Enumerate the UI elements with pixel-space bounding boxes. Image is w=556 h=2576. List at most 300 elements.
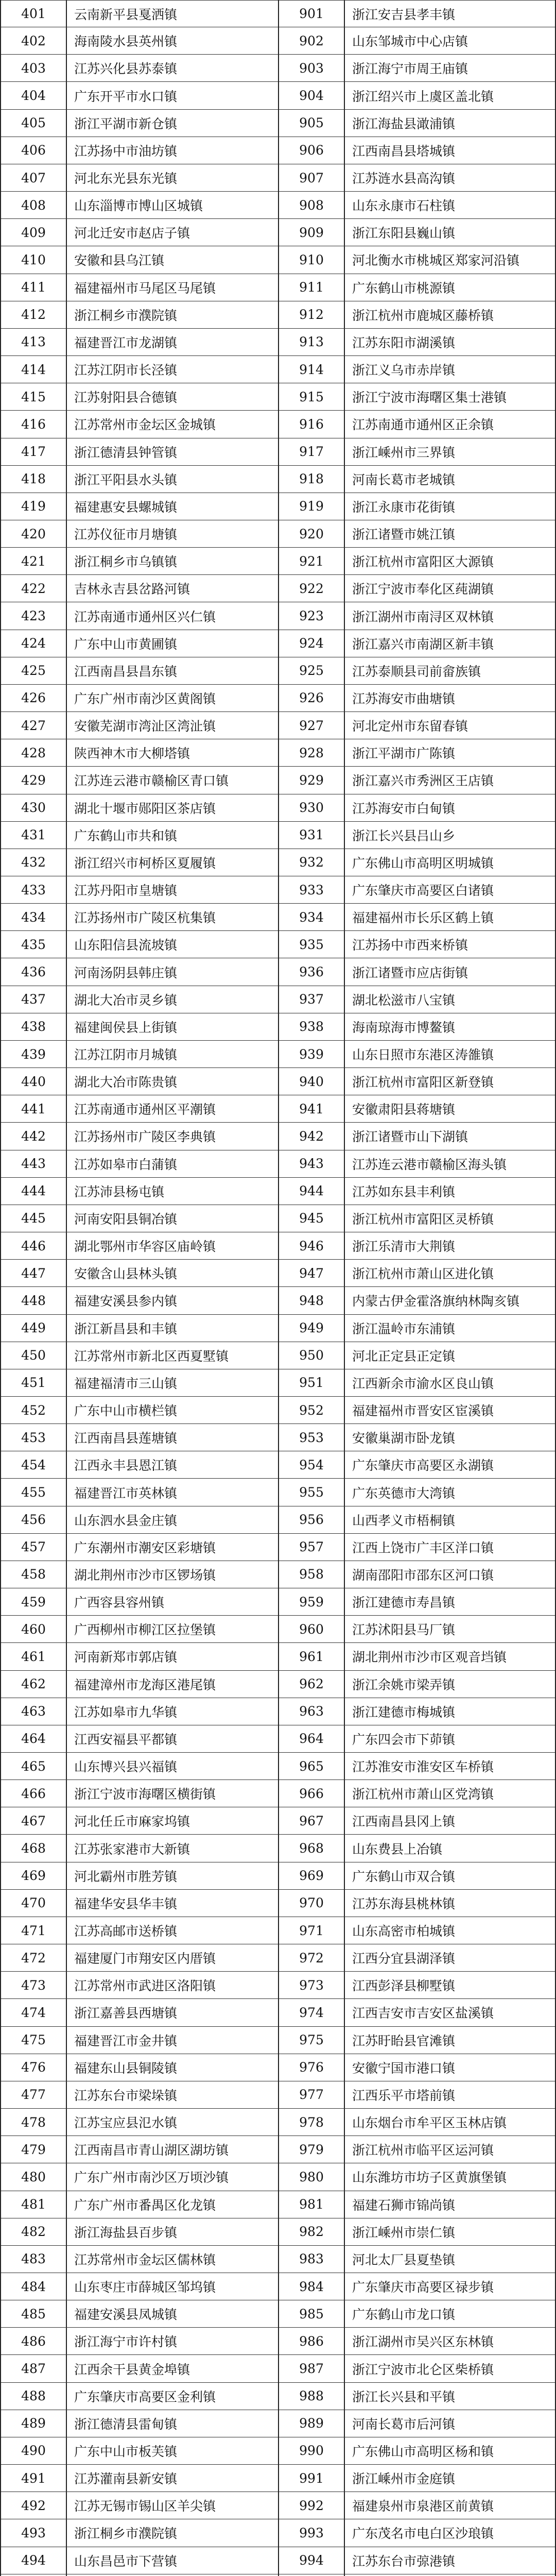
rank-number: 488 <box>1 2383 67 2410</box>
table-row <box>279 1698 555 1725</box>
town-name: 浙江绍兴市柯桥区夏履镇 <box>74 855 216 871</box>
town-name: 福建福州市马尾区马尾镇 <box>74 280 216 296</box>
table-row <box>1 822 278 849</box>
town-name: 福建福州市长乐区鹤上镇 <box>352 910 494 926</box>
town-name: 浙江杭州市临平区运河镇 <box>352 2143 494 2158</box>
town-name: 浙江安吉县孝丰镇 <box>352 7 456 22</box>
table-row <box>1 27 278 55</box>
town-name: 浙江诸暨市姚江镇 <box>352 527 456 543</box>
table-row <box>1 1232 278 1260</box>
rank-number: 413 <box>1 329 67 355</box>
rank-number: 407 <box>1 164 67 191</box>
table-row <box>279 767 555 794</box>
town-name: 福建福州市晋安区宦溪镇 <box>352 1403 494 1419</box>
town-name: 江苏丹阳市皇塘镇 <box>74 883 178 899</box>
town-name: 江苏连云港市赣榆区青口镇 <box>74 773 229 789</box>
rank-number: 414 <box>1 356 67 383</box>
town-name: 浙江海盐县澉浦镇 <box>352 116 456 131</box>
town-name: 福建华安县华丰镇 <box>74 1896 178 1911</box>
rank-number: 484 <box>1 2273 67 2300</box>
rank-number: 401 <box>1 1 67 27</box>
town-name: 安徽和县乌江镇 <box>74 253 165 268</box>
rank-number: 965 <box>279 1753 345 1780</box>
rank-number: 473 <box>1 1972 67 1998</box>
table-row <box>279 2163 555 2191</box>
table-row <box>279 739 555 767</box>
town-name: 浙江嘉兴市秀洲区王店镇 <box>352 773 494 789</box>
rank-number: 966 <box>279 1780 345 1807</box>
rank-number: 459 <box>1 1588 67 1615</box>
rank-number: 411 <box>1 274 67 301</box>
table-row <box>279 383 555 411</box>
table-row <box>279 685 555 712</box>
rank-number: 403 <box>1 55 67 81</box>
rank-number: 964 <box>279 1725 345 1752</box>
rank-number: 475 <box>1 2027 67 2054</box>
town-name: 山东淄博市博山区城镇 <box>74 198 203 214</box>
table-row <box>1 2300 278 2328</box>
table-row <box>1 1890 278 1917</box>
table-row <box>279 630 555 657</box>
table-row <box>279 1780 555 1807</box>
town-name: 浙江宁波市海曙区横街镇 <box>74 1787 216 1802</box>
town-name: 福建厦门市翔安区内厝镇 <box>74 1951 216 1967</box>
rank-number: 481 <box>1 2191 67 2218</box>
table-row <box>1 137 278 164</box>
town-name: 河南新郑市郭店镇 <box>74 1650 178 1665</box>
town-name: 江西南昌县塔城镇 <box>352 143 456 159</box>
table-row <box>279 1725 555 1753</box>
rank-number: 465 <box>1 1753 67 1780</box>
rank-number: 915 <box>279 383 345 410</box>
rank-number: 990 <box>279 2437 345 2464</box>
rank-number: 405 <box>1 110 67 137</box>
table-row <box>1 110 278 137</box>
rank-number: 992 <box>279 2492 345 2519</box>
rank-number: 421 <box>1 548 67 574</box>
table-row <box>1 329 278 356</box>
rank-number: 956 <box>279 1506 345 1533</box>
table-row <box>279 2191 555 2218</box>
rank-number: 912 <box>279 301 345 328</box>
table-row <box>1 1534 278 1561</box>
rank-number: 494 <box>1 2547 67 2574</box>
rank-number: 967 <box>279 1807 345 1834</box>
rank-number: 485 <box>1 2300 67 2327</box>
town-name: 广东广州市南沙区万顷沙镇 <box>74 2170 229 2185</box>
rank-number: 942 <box>279 1123 345 1149</box>
table-row <box>1 1862 278 1890</box>
town-name: 安徽含山县林头镇 <box>74 1266 178 1282</box>
rank-number: 977 <box>279 2081 345 2108</box>
rank-number: 474 <box>1 1999 67 2026</box>
table-row <box>1 958 278 986</box>
town-name: 江苏如皋市九华镇 <box>74 1704 178 1720</box>
town-name: 浙江杭州市萧山区党湾镇 <box>352 1787 494 1802</box>
table-row <box>279 1890 555 1917</box>
table-row <box>1 2054 278 2081</box>
table-row <box>1 602 278 630</box>
town-name: 海南琼海市博鳌镇 <box>352 1020 456 1035</box>
rank-number: 941 <box>279 1095 345 1122</box>
rank-number: 904 <box>279 82 345 109</box>
rank-number: 432 <box>1 849 67 876</box>
rank-number: 442 <box>1 1123 67 1149</box>
town-name: 山东泗水县金庄镇 <box>74 1513 178 1528</box>
rank-number: 443 <box>1 1150 67 1177</box>
rank-number: 419 <box>1 493 67 520</box>
table-row <box>279 2273 555 2300</box>
town-name: 浙江长兴县和平镇 <box>352 2389 456 2404</box>
rank-number: 448 <box>1 1287 67 1314</box>
table-row <box>279 2492 555 2519</box>
town-name: 江西分宜县湖泽镇 <box>352 1951 456 1967</box>
town-name: 浙江杭州市富阳区灵桥镇 <box>352 1211 494 1227</box>
table-row <box>1 739 278 767</box>
table-row <box>1 1342 278 1369</box>
rank-number: 480 <box>1 2163 67 2190</box>
town-name: 湖北荆州市沙市区观音垱镇 <box>352 1650 507 1665</box>
rank-number: 920 <box>279 520 345 547</box>
table-row <box>279 2383 555 2410</box>
town-name: 山东费县上冶镇 <box>352 1841 443 1857</box>
table-row <box>279 438 555 466</box>
table-row <box>279 1835 555 1862</box>
rank-number: 445 <box>1 1205 67 1232</box>
table-row <box>1 575 278 602</box>
rank-number: 917 <box>279 438 345 465</box>
town-name: 河南安阳县铜冶镇 <box>74 1211 178 1227</box>
table-row <box>1 0 278 27</box>
table-row <box>1 2246 278 2273</box>
town-name: 安徽宁国市港口镇 <box>352 2060 456 2076</box>
rank-number: 902 <box>279 27 345 54</box>
town-name: 陕西神木市大柳塔镇 <box>74 746 190 761</box>
rank-number: 455 <box>1 1479 67 1505</box>
rank-number: 933 <box>279 876 345 903</box>
rank-number: 988 <box>279 2383 345 2410</box>
town-name: 湖北大冶市陈贵镇 <box>74 1075 178 1090</box>
table-row <box>279 2410 555 2437</box>
rank-number: 927 <box>279 712 345 739</box>
rank-number: 463 <box>1 1698 67 1725</box>
town-name: 山东烟台市牟平区玉林店镇 <box>352 2115 507 2131</box>
rank-number: 469 <box>1 1862 67 1889</box>
town-name: 浙江嵊州市三界镇 <box>352 445 456 460</box>
table-row <box>279 1862 555 1890</box>
rank-number: 477 <box>1 2081 67 2108</box>
table-column-right <box>278 0 556 2576</box>
town-name: 浙江杭州市富阳区新登镇 <box>352 1075 494 1090</box>
town-name: 河南长葛市后河镇 <box>352 2416 456 2432</box>
town-name: 浙江嘉兴市南湖区新丰镇 <box>352 636 494 652</box>
table-row <box>1 2273 278 2300</box>
rank-number: 923 <box>279 602 345 629</box>
rank-number: 960 <box>279 1616 345 1642</box>
table-row <box>1 1260 278 1287</box>
town-name: 山东邹城市中心店镇 <box>352 34 468 49</box>
town-name: 江苏泰顺县司前畲族镇 <box>352 664 481 679</box>
rank-number: 415 <box>1 383 67 410</box>
rank-number: 431 <box>1 822 67 849</box>
table-row <box>279 1671 555 1698</box>
table-row <box>1 1150 278 1178</box>
rank-number: 493 <box>1 2519 67 2546</box>
table-row <box>279 2465 555 2492</box>
table-row <box>279 548 555 575</box>
rank-number: 910 <box>279 246 345 273</box>
table-row <box>1 274 278 301</box>
table-row <box>279 822 555 849</box>
table-row <box>279 1315 555 1342</box>
rank-number: 437 <box>1 986 67 1013</box>
rank-number: 409 <box>1 219 67 246</box>
rank-number: 979 <box>279 2136 345 2163</box>
town-name: 福建惠安县螺城镇 <box>74 499 178 515</box>
table-row <box>1 2191 278 2218</box>
table-row <box>279 1451 555 1479</box>
rank-number: 921 <box>279 548 345 574</box>
table-row <box>279 192 555 219</box>
town-name: 江苏张家港市大新镇 <box>74 1841 190 1857</box>
town-name: 江苏海安市白甸镇 <box>352 801 456 816</box>
rank-number: 402 <box>1 27 67 54</box>
table-row <box>1 438 278 466</box>
rank-number: 929 <box>279 767 345 793</box>
town-name: 吉林永吉县岔路河镇 <box>74 582 190 597</box>
town-name: 福建东山县铜陵镇 <box>74 2060 178 2076</box>
town-name: 江苏海安市曲塘镇 <box>352 691 456 706</box>
table-row <box>1 1561 278 1588</box>
table-row <box>1 2328 278 2355</box>
rank-number: 916 <box>279 411 345 437</box>
town-name: 河北定州市东留春镇 <box>352 719 468 734</box>
rank-number: 435 <box>1 931 67 958</box>
town-name: 江苏东台市弶港镇 <box>352 2553 456 2569</box>
table-row <box>1 1944 278 1972</box>
rank-number: 949 <box>279 1315 345 1342</box>
town-name: 江西吉安市吉安区盐溪镇 <box>352 2006 494 2021</box>
rank-number: 926 <box>279 685 345 711</box>
rank-number: 428 <box>1 739 67 766</box>
rank-number: 444 <box>1 1178 67 1205</box>
rank-number: 975 <box>279 2027 345 2054</box>
rank-number: 433 <box>1 876 67 903</box>
rank-number: 928 <box>279 739 345 766</box>
rank-number: 963 <box>279 1698 345 1725</box>
table-row <box>279 1260 555 1287</box>
table-row <box>1 1753 278 1780</box>
rank-number: 438 <box>1 1013 67 1040</box>
table-row <box>279 958 555 986</box>
table-row <box>279 2136 555 2163</box>
rank-number: 457 <box>1 1534 67 1561</box>
table-row <box>279 2437 555 2465</box>
table-row <box>1 1807 278 1835</box>
table-row <box>279 1616 555 1643</box>
table-row <box>1 493 278 520</box>
rank-number: 458 <box>1 1561 67 1588</box>
table-row <box>1 1780 278 1807</box>
town-name: 江苏涟水县高沟镇 <box>352 171 456 187</box>
rank-number: 424 <box>1 630 67 657</box>
town-name: 浙江永康市花街镇 <box>352 499 456 515</box>
table-row <box>279 1534 555 1561</box>
town-name: 江苏扬中市西来桥镇 <box>352 938 468 953</box>
rank-number: 937 <box>279 986 345 1013</box>
town-name: 江西南昌县冈上镇 <box>352 1814 456 1829</box>
town-name: 福建安溪县参内镇 <box>74 1294 178 1309</box>
town-name: 江西乐平市塔前镇 <box>352 2088 456 2103</box>
table-row <box>1 1013 278 1041</box>
rank-number: 468 <box>1 1835 67 1861</box>
rank-number: 980 <box>279 2163 345 2190</box>
town-name: 浙江桐乡市濮院镇 <box>74 308 178 323</box>
town-name: 广东佛山市高明区杨和镇 <box>352 2444 494 2459</box>
rank-number: 925 <box>279 657 345 684</box>
town-name: 江西余干县黄金埠镇 <box>74 2362 190 2377</box>
town-name: 浙江嵊州市金庭镇 <box>352 2471 456 2487</box>
table-row <box>1 1479 278 1506</box>
town-name: 浙江德清县钟管镇 <box>74 445 178 460</box>
town-name: 安徽芜湖市湾沚区湾沚镇 <box>74 719 216 734</box>
town-name: 江苏如皋市白蒲镇 <box>74 1157 178 1172</box>
rank-number: 447 <box>1 1260 67 1286</box>
table-row <box>1 767 278 794</box>
town-name: 浙江平湖市广陈镇 <box>352 746 456 761</box>
table-row <box>1 2547 278 2574</box>
town-name: 内蒙古伊金霍洛旗纳林陶亥镇 <box>352 1294 520 1309</box>
town-name: 福建泉州市泉港区前黄镇 <box>352 2499 494 2514</box>
town-name: 江苏沛县杨屯镇 <box>74 1184 165 1199</box>
town-name: 浙江余姚市梁弄镇 <box>352 1677 456 1692</box>
rank-number: 946 <box>279 1232 345 1259</box>
table-row <box>1 2109 278 2136</box>
town-name: 江西南昌县莲塘镇 <box>74 1431 178 1446</box>
rank-number: 971 <box>279 1917 345 1944</box>
table-row <box>279 520 555 548</box>
table-row <box>1 1451 278 1479</box>
rank-number: 451 <box>1 1369 67 1396</box>
rank-number: 993 <box>279 2519 345 2546</box>
rank-number: 462 <box>1 1671 67 1698</box>
rank-number: 974 <box>279 1999 345 2026</box>
rank-number: 934 <box>279 904 345 930</box>
table-row <box>279 466 555 493</box>
rank-number: 412 <box>1 301 67 328</box>
table-row <box>1 2437 278 2465</box>
table-row <box>1 1205 278 1232</box>
town-name: 河南汤阴县韩庄镇 <box>74 965 178 980</box>
town-name: 江西新余市渝水区良山镇 <box>352 1376 494 1391</box>
table-row <box>1 2383 278 2410</box>
table-row <box>1 1671 278 1698</box>
town-name: 江苏扬中市油坊镇 <box>74 143 178 159</box>
town-name: 安徽巢湖市卧龙镇 <box>352 1431 456 1446</box>
rank-number: 972 <box>279 1944 345 1971</box>
rank-number: 905 <box>279 110 345 137</box>
table-row <box>279 411 555 438</box>
rank-number: 467 <box>1 1807 67 1834</box>
town-name: 江苏南通市通州区平潮镇 <box>74 1102 216 1117</box>
rank-number: 408 <box>1 192 67 218</box>
table-row <box>1 1178 278 1205</box>
rank-number: 978 <box>279 2109 345 2136</box>
town-name: 海南陵水县英州镇 <box>74 34 178 49</box>
town-name: 湖南邵阳市邵东区河口镇 <box>352 1567 494 1583</box>
town-name: 河北迁安市赵店子镇 <box>74 226 190 241</box>
table-row <box>279 1917 555 1944</box>
town-name: 广东广州市番禺区化龙镇 <box>74 2197 216 2213</box>
town-name: 山东潍坊市坊子区黄旗堡镇 <box>352 2170 507 2185</box>
table-row <box>1 1835 278 1862</box>
table-row <box>279 1041 555 1068</box>
table-row <box>1 2163 278 2191</box>
rank-number: 947 <box>279 1260 345 1286</box>
town-name: 安徽肃阳县蒋塘镇 <box>352 1102 456 1117</box>
rank-number: 986 <box>279 2328 345 2354</box>
town-name: 浙江桐乡市濮院镇 <box>74 2526 178 2541</box>
table-row <box>279 219 555 246</box>
town-name: 江苏沭阳县马厂镇 <box>352 1622 456 1638</box>
rank-number: 991 <box>279 2465 345 2492</box>
rank-number: 472 <box>1 1944 67 1971</box>
table-row <box>1 657 278 685</box>
town-name: 浙江杭州市萧山区进化镇 <box>352 1266 494 1282</box>
town-name: 福建闽侯县上街镇 <box>74 1020 178 1035</box>
town-name: 江苏灌南县新安镇 <box>74 2471 178 2487</box>
rank-number: 909 <box>279 219 345 246</box>
table-row <box>1 904 278 931</box>
rank-number: 436 <box>1 958 67 985</box>
town-name: 山东博兴县兴福镇 <box>74 1759 178 1775</box>
town-name: 广东英德市大湾镇 <box>352 1485 456 1501</box>
rank-number: 969 <box>279 1862 345 1889</box>
rank-number: 456 <box>1 1506 67 1533</box>
rank-number: 981 <box>279 2191 345 2218</box>
table-row <box>1 1506 278 1534</box>
rank-number: 490 <box>1 2437 67 2464</box>
town-name: 浙江建德市梅城镇 <box>352 1704 456 1720</box>
table-row <box>279 329 555 356</box>
rank-number: 466 <box>1 1780 67 1807</box>
rank-number: 951 <box>279 1369 345 1396</box>
table-row <box>1 411 278 438</box>
rank-number: 426 <box>1 685 67 711</box>
rank-number: 932 <box>279 849 345 876</box>
table-row <box>1 301 278 329</box>
town-name: 河南长葛市老城镇 <box>352 472 456 487</box>
table-row <box>279 575 555 602</box>
table-row <box>279 1753 555 1780</box>
table-row <box>1 246 278 274</box>
table-row <box>279 2027 555 2054</box>
rank-number: 404 <box>1 82 67 109</box>
town-name: 江西南昌市青山湖区湖坊镇 <box>74 2143 229 2158</box>
rank-number: 483 <box>1 2246 67 2273</box>
town-name: 广东鹤山市桃源镇 <box>352 280 456 296</box>
town-name: 浙江平湖市新仓镇 <box>74 116 178 131</box>
town-name: 江苏常州市武进区洛阳镇 <box>74 1978 216 1994</box>
rank-number: 957 <box>279 1534 345 1561</box>
rank-number: 907 <box>279 164 345 191</box>
rank-number: 945 <box>279 1205 345 1232</box>
table-row <box>1 630 278 657</box>
rank-number: 919 <box>279 493 345 520</box>
town-name: 广东鹤山市龙口镇 <box>352 2307 456 2323</box>
rank-number: 914 <box>279 356 345 383</box>
table-row <box>1 2492 278 2519</box>
